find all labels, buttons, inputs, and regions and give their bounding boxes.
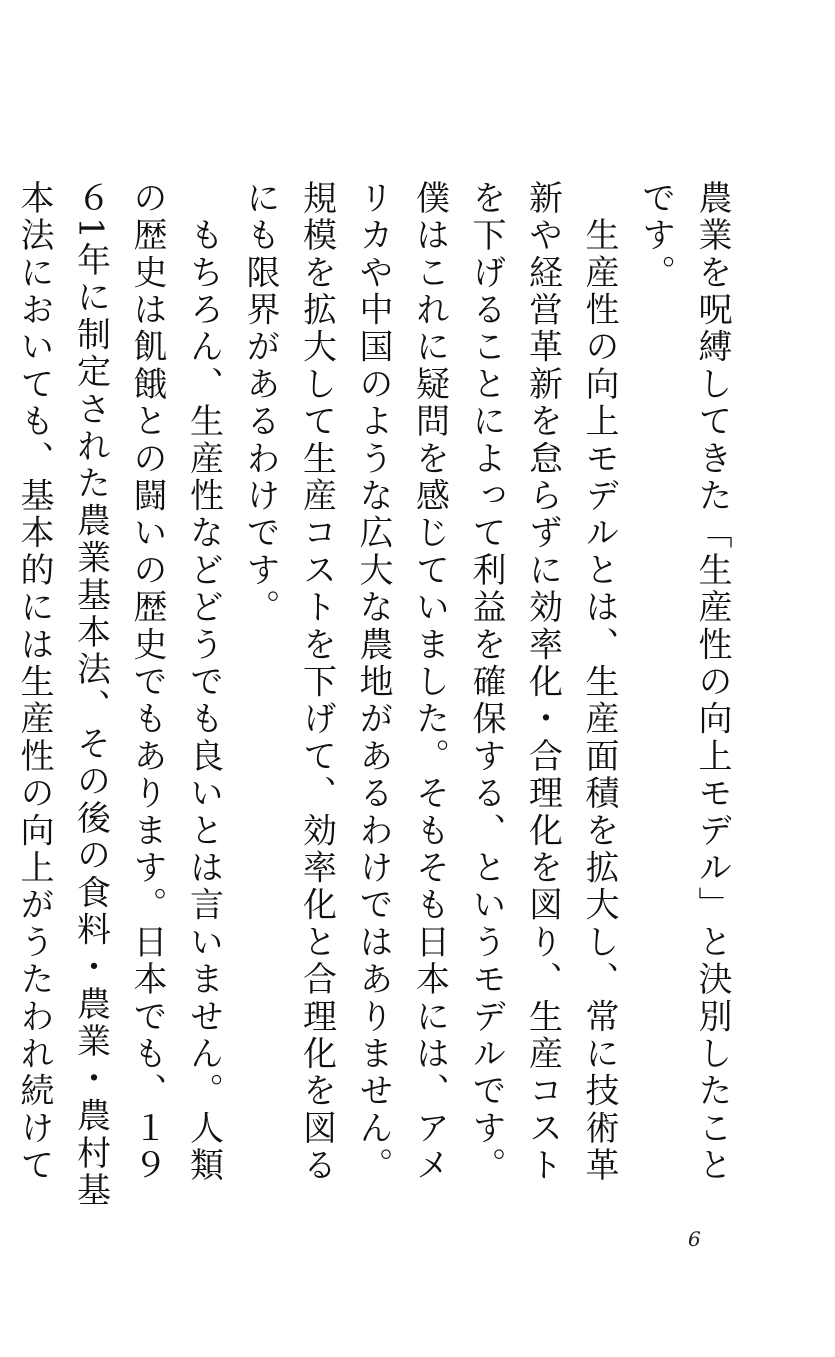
- vertical-body-text: [0, 180, 740, 1220]
- page-number: 6: [688, 1227, 701, 1251]
- paragraph-1: 農業を呪縛してきた「生産性の向上モデル」と決別したことです。: [635, 180, 732, 1185]
- paragraph-2: 生産性の向上モデルとは、生産面積を拡大し、常に技術革新や経営革新を怠らずに効率化・合理化を図り、生産コストを下げることによって利益を確保する、というモデルです。僕はこれに疑問を感じていました。そもそも日本には、アメリカや中国のような広大な農地があるわけではありません。規模を拡大して生産コストを下げて、効率化と合理化を図るにも限界があるわけです。: [240, 180, 619, 1185]
- paragraph-3: もちろん、生産性などどうでも良いとは言いません。人類の歴史は飢餓との闘いの歴史でもあります。日本でも、１９６1年に制定された農業基本法、その後の食料・農業・農村基本法においても、基本的には生産性の向上がうたわれ続けて: [14, 180, 224, 1210]
